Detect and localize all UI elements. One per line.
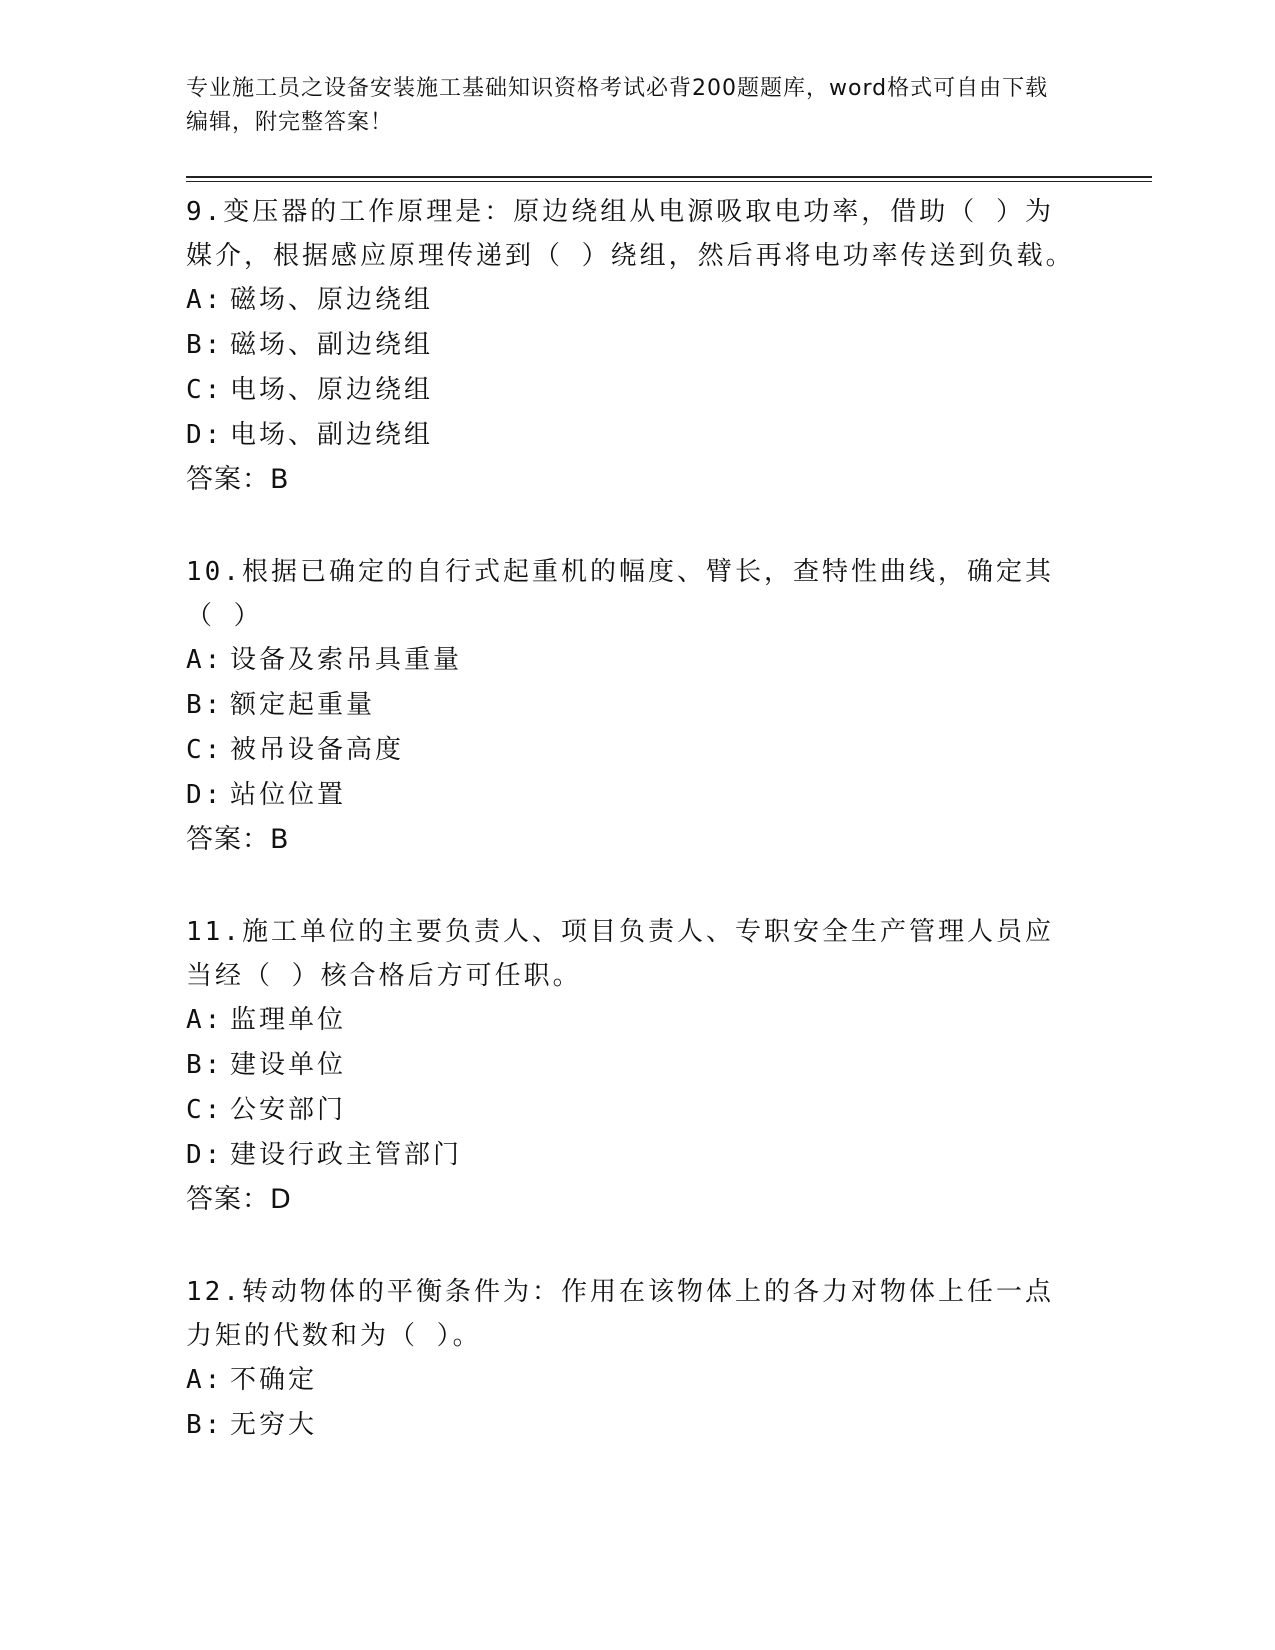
option-key: D: [186, 420, 224, 450]
option-text: 电场、副边绕组 [230, 420, 434, 450]
option-text: 电场、原边绕组 [230, 375, 434, 405]
option-a [186, 638, 1076, 683]
option-text: 监理单位 [230, 1005, 347, 1035]
option-text: 设备及索吊具重量 [230, 645, 463, 675]
option-key: A: [186, 1365, 224, 1395]
option-a [186, 1358, 1076, 1403]
question-list [186, 190, 1076, 1496]
option-key: D: [186, 1140, 224, 1170]
option-key: B: [186, 330, 224, 360]
question-text: 12.转动物体的平衡条件为：作用在该物体上的各力对物体上任一点力矩的代数和为（ ）。 [186, 1277, 1054, 1351]
option-text: 磁场、原边绕组 [230, 285, 434, 315]
option-text: 建设单位 [230, 1050, 347, 1080]
document-header: 专业施工员之设备安装施工基础知识资格考试必背200题题库，word格式可自由下载编辑，附完整答案！ [186, 76, 1049, 135]
option-text: 建设行政主管部门 [230, 1140, 463, 1170]
option-key: A: [186, 1005, 224, 1035]
option-c [186, 728, 1076, 773]
question-text: 9.变压器的工作原理是：原边绕组从电源吸取电功率，借助（ ）为媒介，根据感应原理传递到（ ）绕组，然后再将电功率传送到负载。 [186, 197, 1075, 271]
header-rule-thick [186, 176, 1152, 178]
option-d [186, 773, 1076, 818]
option-a [186, 278, 1076, 323]
question-12 [186, 1270, 1076, 1448]
option-key: A: [186, 645, 224, 675]
question-11 [186, 910, 1076, 1222]
answer-line: 答案：D [186, 1184, 292, 1215]
option-text: 站位位置 [230, 780, 347, 810]
option-key: A: [186, 285, 224, 315]
question-10 [186, 550, 1076, 862]
option-d [186, 1133, 1076, 1178]
header-rule-thin [186, 181, 1152, 182]
option-a [186, 998, 1076, 1043]
option-key: B: [186, 690, 224, 720]
option-d [186, 413, 1076, 458]
option-b [186, 1043, 1076, 1088]
option-text: 额定起重量 [230, 690, 376, 720]
option-b [186, 683, 1076, 728]
option-text: 无穷大 [230, 1410, 318, 1440]
option-text: 磁场、副边绕组 [230, 330, 434, 360]
question-9 [186, 190, 1076, 502]
option-text: 公安部门 [230, 1095, 347, 1125]
answer-line: 答案：B [186, 824, 290, 855]
answer-line: 答案：B [186, 464, 290, 495]
option-text: 不确定 [230, 1365, 318, 1395]
option-key: B: [186, 1410, 224, 1440]
option-c [186, 1088, 1076, 1133]
option-key: C: [186, 375, 224, 405]
question-text: 11.施工单位的主要负责人、项目负责人、专职安全生产管理人员应当经（ ）核合格后方可任职。 [186, 917, 1054, 991]
option-key: C: [186, 1095, 224, 1125]
option-text: 被吊设备高度 [230, 735, 405, 765]
question-text: 10.根据已确定的自行式起重机的幅度、臂长，查特性曲线，确定其（ ） [186, 557, 1054, 631]
option-b [186, 1403, 1076, 1448]
option-c [186, 368, 1076, 413]
option-key: C: [186, 735, 224, 765]
option-key: D: [186, 780, 224, 810]
option-key: B: [186, 1050, 224, 1080]
option-b [186, 323, 1076, 368]
